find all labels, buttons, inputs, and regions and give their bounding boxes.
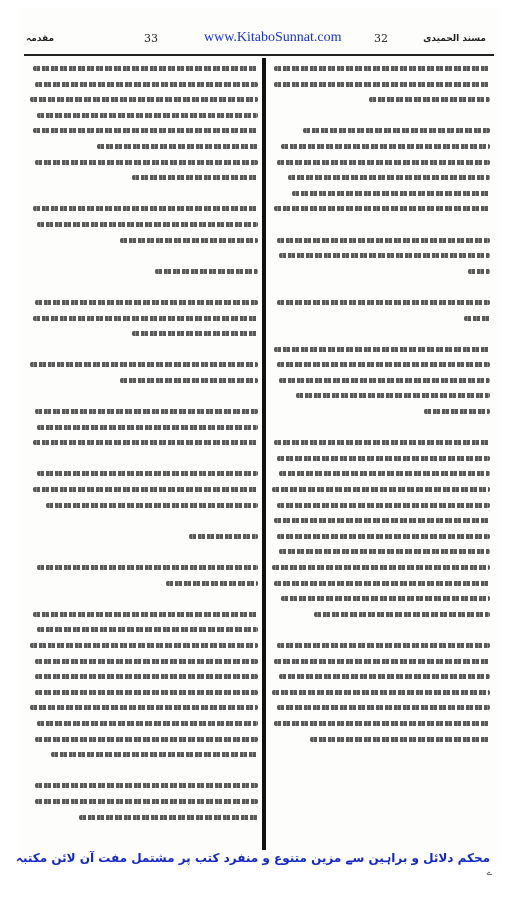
text-line xyxy=(270,483,490,496)
section-label: مقدمہ xyxy=(26,34,55,44)
text-line xyxy=(28,779,258,792)
text-line xyxy=(270,530,490,543)
text-line xyxy=(270,608,490,621)
text-line xyxy=(28,389,258,402)
text-line xyxy=(28,234,258,247)
text-line xyxy=(270,124,490,137)
column-divider xyxy=(262,58,266,850)
text-line xyxy=(28,545,258,558)
text-line xyxy=(28,124,258,137)
text-line xyxy=(270,156,490,169)
text-line xyxy=(28,62,258,75)
text-line xyxy=(270,701,490,714)
text-line xyxy=(28,764,258,777)
text-line xyxy=(28,436,258,449)
text-line xyxy=(270,234,490,247)
header-rule xyxy=(24,54,494,56)
footer-banner: محکم دلائل و براہین سے مزین متنوع و منفرد کتب پر مشتمل مفت آن لائن مکتبہ xyxy=(15,851,491,865)
text-line xyxy=(28,530,258,543)
text-line xyxy=(270,514,490,527)
text-line xyxy=(28,795,258,808)
text-line xyxy=(28,405,258,418)
text-line xyxy=(28,701,258,714)
text-line xyxy=(28,421,258,434)
text-line xyxy=(270,62,490,75)
text-line xyxy=(270,389,490,402)
text-line xyxy=(28,312,258,325)
text-line xyxy=(270,374,490,387)
text-line xyxy=(28,639,258,652)
text-line xyxy=(28,78,258,91)
text-line xyxy=(270,717,490,730)
text-line xyxy=(270,202,490,215)
text-line xyxy=(28,467,258,480)
text-line xyxy=(28,670,258,683)
text-line xyxy=(270,265,490,278)
text-line xyxy=(28,811,258,824)
text-line xyxy=(270,452,490,465)
text-line xyxy=(28,93,258,106)
text-line xyxy=(28,577,258,590)
text-line xyxy=(28,109,258,122)
text-line xyxy=(270,296,490,309)
text-line xyxy=(28,171,258,184)
text-line xyxy=(270,733,490,746)
text-line xyxy=(270,140,490,153)
text-line xyxy=(270,327,490,340)
text-column-left xyxy=(28,62,258,842)
page-number-right: 32 xyxy=(374,32,388,45)
text-line xyxy=(28,608,258,621)
page-number-left: 33 xyxy=(144,32,158,45)
text-line xyxy=(270,249,490,262)
text-line xyxy=(270,312,490,325)
text-line xyxy=(270,343,490,356)
text-line xyxy=(270,639,490,652)
text-line xyxy=(28,156,258,169)
text-line xyxy=(270,358,490,371)
text-line xyxy=(270,405,490,418)
text-line xyxy=(28,686,258,699)
text-line xyxy=(28,514,258,527)
text-line xyxy=(28,483,258,496)
text-line xyxy=(28,655,258,668)
text-line xyxy=(28,748,258,761)
text-line xyxy=(28,296,258,309)
text-line xyxy=(28,280,258,293)
text-line xyxy=(270,93,490,106)
text-line xyxy=(270,187,490,200)
text-line xyxy=(270,655,490,668)
text-line xyxy=(28,327,258,340)
text-line xyxy=(270,545,490,558)
text-line xyxy=(28,343,258,356)
text-line xyxy=(28,623,258,636)
text-line xyxy=(270,499,490,512)
text-line xyxy=(270,686,490,699)
text-line xyxy=(28,358,258,371)
text-line xyxy=(270,436,490,449)
text-line xyxy=(270,592,490,605)
text-line xyxy=(28,592,258,605)
text-line xyxy=(270,467,490,480)
text-line xyxy=(28,561,258,574)
text-line xyxy=(270,623,490,636)
text-line xyxy=(270,421,490,434)
text-line xyxy=(270,171,490,184)
text-line xyxy=(28,140,258,153)
text-line xyxy=(28,733,258,746)
text-line xyxy=(28,202,258,215)
text-line xyxy=(270,78,490,91)
text-line xyxy=(28,218,258,231)
corner-mark: ے xyxy=(486,868,492,878)
text-line xyxy=(28,452,258,465)
text-line xyxy=(28,499,258,512)
text-line xyxy=(28,249,258,262)
page-header xyxy=(26,30,492,52)
text-line xyxy=(28,187,258,200)
text-column-right xyxy=(270,62,490,842)
text-line xyxy=(28,265,258,278)
text-line xyxy=(270,577,490,590)
text-line xyxy=(270,280,490,293)
text-line xyxy=(270,218,490,231)
site-url-link[interactable]: www.KitaboSunnat.com xyxy=(204,30,342,45)
text-line xyxy=(28,717,258,730)
text-line xyxy=(270,109,490,122)
text-line xyxy=(28,374,258,387)
text-line xyxy=(270,561,490,574)
book-title-label: مسند الحمیدی xyxy=(423,34,486,44)
text-line xyxy=(270,670,490,683)
